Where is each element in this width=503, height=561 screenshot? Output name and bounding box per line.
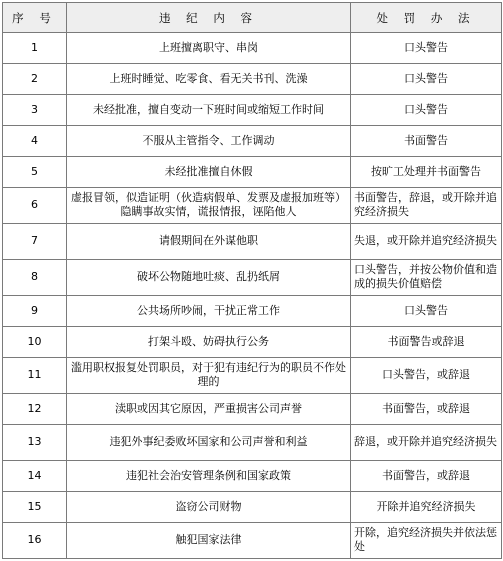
penalty-cell: 口头警告 xyxy=(351,33,502,64)
row-number: 16 xyxy=(3,522,67,558)
penalty-cell: 口头警告 xyxy=(351,94,502,125)
table-row xyxy=(3,522,502,558)
row-number: 2 xyxy=(3,63,67,94)
offense-cell: 触犯国家法律 xyxy=(67,522,351,558)
offense-cell: 公共场所吵闹，干扰正常工作 xyxy=(67,295,351,326)
row-number: 15 xyxy=(3,491,67,522)
table-row xyxy=(3,156,502,187)
row-number: 12 xyxy=(3,393,67,424)
discipline-table-container xyxy=(2,2,501,559)
penalty-cell: 书面警告，或辞退 xyxy=(351,460,502,491)
offense-cell: 打架斗殴、妨碍执行公务 xyxy=(67,326,351,357)
table-row xyxy=(3,424,502,460)
offense-cell: 违犯外事纪委败坏国家和公司声誉和利益 xyxy=(67,424,351,460)
table-row xyxy=(3,295,502,326)
penalty-cell: 口头警告，或辞退 xyxy=(351,357,502,393)
offense-cell: 上班时睡觉、吃零食、看无关书刊、洗澡 xyxy=(67,63,351,94)
row-number: 14 xyxy=(3,460,67,491)
row-number: 9 xyxy=(3,295,67,326)
penalty-cell: 口头警告 xyxy=(351,63,502,94)
header-penalty: 处 罚 办 法 xyxy=(351,3,502,33)
offense-cell: 滥用职权报复处罚职员，对于犯有违纪行为的职员不作处理的 xyxy=(67,357,351,393)
table-row xyxy=(3,460,502,491)
penalty-cell: 失退，或开除并追究经济损失 xyxy=(351,223,502,259)
offense-cell: 请假期间在外谋他职 xyxy=(67,223,351,259)
row-number: 11 xyxy=(3,357,67,393)
offense-cell: 上班擅离职守、串岗 xyxy=(67,33,351,64)
table-row xyxy=(3,223,502,259)
penalty-cell: 口头警告，并按公物价值和造成的损失价值赔偿 xyxy=(351,259,502,295)
penalty-cell: 书面警告，辞退，或开除并追究经济损失 xyxy=(351,187,502,223)
row-number: 1 xyxy=(3,33,67,64)
table-row xyxy=(3,326,502,357)
penalty-cell: 开除，追究经济损失并依法惩处 xyxy=(351,522,502,558)
penalty-cell: 口头警告 xyxy=(351,295,502,326)
offense-cell: 未经批准擅自休假 xyxy=(67,156,351,187)
offense-cell: 破坏公物随地吐痰、乱扔纸屑 xyxy=(67,259,351,295)
discipline-penalty-table xyxy=(2,2,502,559)
offense-cell: 未经批准，擅自变动一下班时间或缩短工作时间 xyxy=(67,94,351,125)
offense-cell: 不服从主管指令、工作调动 xyxy=(67,125,351,156)
table-header-row xyxy=(3,3,502,33)
row-number: 7 xyxy=(3,223,67,259)
header-no: 序 号 xyxy=(3,3,67,33)
penalty-cell: 书面警告 xyxy=(351,125,502,156)
table-body xyxy=(3,33,502,559)
header-offense: 违 纪 内 容 xyxy=(67,3,351,33)
table-row xyxy=(3,259,502,295)
table-row xyxy=(3,357,502,393)
offense-cell: 盗窃公司财物 xyxy=(67,491,351,522)
table-row xyxy=(3,94,502,125)
penalty-cell: 书面警告，或辞退 xyxy=(351,393,502,424)
offense-cell: 违犯社会治安管理条例和国家政策 xyxy=(67,460,351,491)
row-number: 3 xyxy=(3,94,67,125)
table-row xyxy=(3,125,502,156)
offense-cell: 虚报冒领，似造证明（伙造病假单、发票及虚报加班等）隐瞒事故实情，谎报情报，诬陷他人 xyxy=(67,187,351,223)
table-row xyxy=(3,393,502,424)
row-number: 5 xyxy=(3,156,67,187)
table-row xyxy=(3,63,502,94)
table-row xyxy=(3,33,502,64)
table-row xyxy=(3,491,502,522)
penalty-cell: 辞退，或开除并追究经济损失 xyxy=(351,424,502,460)
row-number: 4 xyxy=(3,125,67,156)
penalty-cell: 按旷工处理并书面警告 xyxy=(351,156,502,187)
row-number: 10 xyxy=(3,326,67,357)
row-number: 8 xyxy=(3,259,67,295)
penalty-cell: 开除并追究经济损失 xyxy=(351,491,502,522)
table-row xyxy=(3,187,502,223)
row-number: 6 xyxy=(3,187,67,223)
row-number: 13 xyxy=(3,424,67,460)
penalty-cell: 书面警告或辞退 xyxy=(351,326,502,357)
offense-cell: 渎职或因其它原因，严重损害公司声誉 xyxy=(67,393,351,424)
